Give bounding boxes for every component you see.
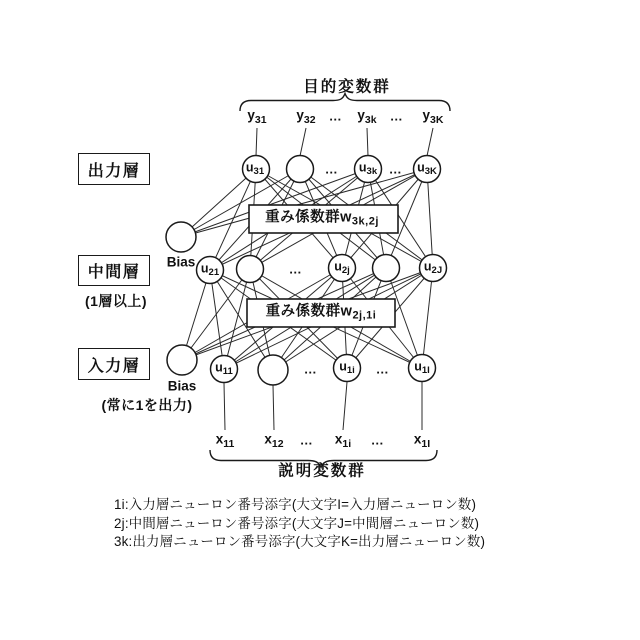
input-neuron-circle <box>258 355 288 385</box>
base-text: y <box>357 107 365 123</box>
sub-text: 1i <box>346 365 355 377</box>
node-label-u1I <box>414 360 430 375</box>
x-label-1i <box>335 433 351 450</box>
x-label-12 <box>264 433 283 450</box>
stub-x-label <box>224 383 225 430</box>
base-text: x <box>215 431 224 447</box>
sub-text: 31 <box>253 166 265 178</box>
base-text: u <box>215 360 223 375</box>
sub-text: 21 <box>208 267 220 279</box>
sub-text: 3K <box>430 113 444 126</box>
node-label-u2J <box>424 260 442 275</box>
tag-text: 中間層 <box>87 264 141 281</box>
subscript-legend <box>114 496 485 552</box>
hidden-bias-label: Bias <box>166 254 196 270</box>
sub-text: 32 <box>303 113 316 126</box>
base-text: u <box>200 261 209 276</box>
edge-hidden-input <box>224 269 250 369</box>
objective-variables-title: 目的変数群 <box>303 78 391 96</box>
base-text: 重み係数群w <box>265 303 353 320</box>
node-label-u11 <box>215 361 233 376</box>
input-bias-label: Bias <box>167 378 197 394</box>
legend-line-input: 1i:入力層ニューロン番号添字(大文字I=入力層ニューロン数) <box>114 497 477 512</box>
input-layer-note: (常に1を出力) <box>101 397 193 413</box>
hidden-bias-circle <box>166 222 196 252</box>
sub-text: 3k <box>364 113 377 126</box>
legend-line-output: 3k:出力層ニューロン番号添字(大文字K=出力層ニューロン数) <box>114 534 486 550</box>
ellipsis-x-row-1: … <box>299 432 315 448</box>
sub-text: 3k <box>366 166 378 178</box>
ellipsis-hidden-row: … <box>288 261 304 277</box>
legend-line-hidden: 2j:中間層ニューロン番号添字(大文字J=中間層ニューロン数) <box>114 515 480 531</box>
base-text: y <box>247 107 255 123</box>
ellipsis-output-row-2: … <box>388 161 404 177</box>
base-text: y <box>422 107 431 123</box>
sub-text: 31 <box>254 113 267 126</box>
ellipsis-x-row-2: … <box>370 432 386 448</box>
sub-text: 3k,2j <box>351 215 379 228</box>
ellipsis-output-row-1: … <box>324 161 340 177</box>
node-label-u21 <box>201 262 219 277</box>
y-label-32 <box>296 109 315 126</box>
y-label-3k <box>357 109 376 126</box>
input-bias-circle <box>167 345 197 375</box>
sub-text: 1I <box>421 365 430 377</box>
stub-y-label <box>427 128 433 156</box>
node-label-u3k <box>359 161 377 176</box>
x-label-1I <box>414 433 430 450</box>
stub-x-label <box>343 382 347 430</box>
node-label-u3K <box>417 161 437 176</box>
base-text: y <box>296 107 304 123</box>
sub-text: 1I <box>421 437 431 450</box>
weight-group-label-output <box>265 210 379 227</box>
sub-text: 12 <box>271 437 284 450</box>
hidden-neuron-circle <box>373 255 400 282</box>
input-layer-tag <box>78 348 150 380</box>
base-text: u <box>414 359 422 374</box>
hidden-layer-note: (1層以上) <box>84 293 148 309</box>
base-text: x <box>413 431 422 447</box>
base-text: u <box>423 259 432 274</box>
ellipsis-input-row-1: … <box>303 361 319 377</box>
explanatory-variables-title: 説明変数群 <box>278 462 366 480</box>
tag-text: 入力層 <box>87 357 141 375</box>
ellipsis-top-row-2: … <box>389 108 405 124</box>
node-label-u1i <box>339 360 355 375</box>
x-label-11 <box>216 433 235 450</box>
base-text: 重み係数群w <box>265 209 352 226</box>
sub-text: 1i <box>342 437 352 450</box>
base-text: u <box>358 160 367 175</box>
ellipsis-top-row-1: … <box>328 108 344 124</box>
stub-y-label <box>367 128 368 156</box>
sub-text: 2j <box>341 265 350 277</box>
y-label-3K <box>423 109 444 126</box>
sub-text: 11 <box>222 366 233 378</box>
base-text: u <box>245 160 254 175</box>
stub-y-label <box>300 128 306 156</box>
node-label-u2j <box>334 260 350 275</box>
base-text: u <box>334 259 342 274</box>
base-text: u <box>339 359 347 374</box>
base-text: x <box>264 431 272 447</box>
node-label-u31 <box>246 161 264 176</box>
hidden-layer-tag <box>78 255 150 286</box>
ellipsis-input-row-2: … <box>375 361 391 377</box>
tag-text: 出力層 <box>87 162 141 180</box>
stub-x-label <box>273 385 274 430</box>
sub-text: 3K <box>424 166 437 178</box>
output-layer-tag <box>78 153 150 185</box>
sub-text: 11 <box>223 437 235 450</box>
base-text: x <box>334 431 343 447</box>
sub-text: 2J <box>431 265 443 277</box>
y-label-31 <box>247 109 266 126</box>
stub-y-label <box>256 128 257 156</box>
base-text: u <box>417 160 425 175</box>
sub-text: 2j,1i <box>352 309 377 322</box>
edge-hidden-input <box>422 268 433 368</box>
edge-output-hidden <box>427 169 433 268</box>
weight-group-label-hidden <box>266 304 377 321</box>
hidden-neuron-circle <box>237 256 264 283</box>
top-brace <box>240 94 450 112</box>
output-neuron-circle <box>287 156 314 183</box>
